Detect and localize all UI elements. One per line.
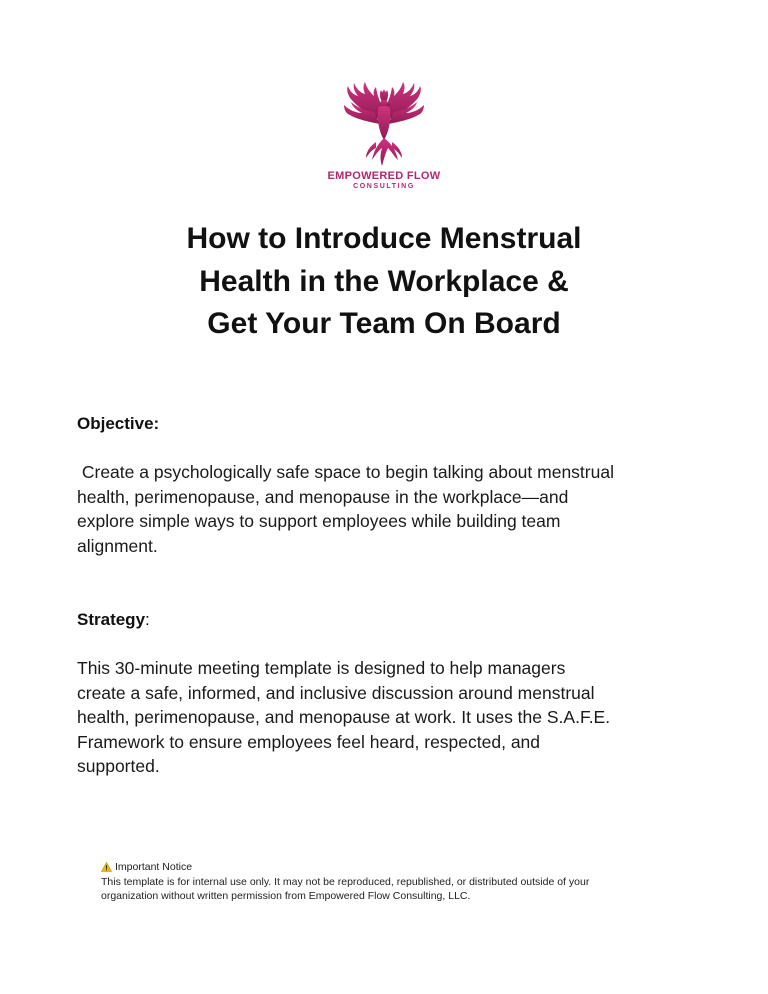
- paragraph-line: Framework to ensure employees feel heard, respected, and: [77, 731, 541, 752]
- notice-title: Important Notice: [115, 861, 193, 873]
- title-line: Health in the Workplace &: [199, 264, 569, 298]
- warning-icon: [101, 862, 112, 872]
- paragraph-line: Create a psychologically safe space to begin talking about menstrual: [77, 462, 614, 482]
- important-notice: [101, 860, 701, 904]
- notice-line: organization without written permission from Empowered Flow Consulting, LLC.: [101, 890, 471, 902]
- brand-name: EMPOWERED FLOW: [327, 170, 441, 182]
- paragraph-line: This 30-minute meeting template is designed to help managers: [77, 658, 566, 678]
- phoenix-icon: [336, 80, 432, 168]
- paragraph-line: explore simple ways to support employees while building team: [77, 511, 561, 532]
- notice-title-row: [101, 860, 701, 875]
- objective-paragraph: [77, 460, 702, 558]
- page-title: [84, 218, 684, 346]
- brand-subname: CONSULTING: [353, 183, 415, 190]
- title-line: How to Introduce Menstrual: [186, 222, 582, 255]
- notice-line: This template is for internal use only. It may not be reproduced, republished, or distributed outside of your: [101, 875, 590, 888]
- paragraph-line: alignment.: [77, 535, 158, 556]
- title-line: Get Your Team On Board: [207, 307, 561, 340]
- brand-logo: [322, 80, 446, 200]
- paragraph-line: health, perimenopause, and menopause at work. It uses the S.A.F.E.: [77, 707, 611, 728]
- strategy-heading: Strategy:: [77, 610, 150, 629]
- paragraph-line: create a safe, informed, and inclusive discussion around menstrual: [77, 682, 595, 703]
- objective-heading: Objective:: [77, 414, 160, 433]
- strategy-paragraph: [77, 656, 702, 779]
- paragraph-line: supported.: [77, 756, 160, 777]
- paragraph-line: health, perimenopause, and menopause in the workplace—and: [77, 486, 569, 507]
